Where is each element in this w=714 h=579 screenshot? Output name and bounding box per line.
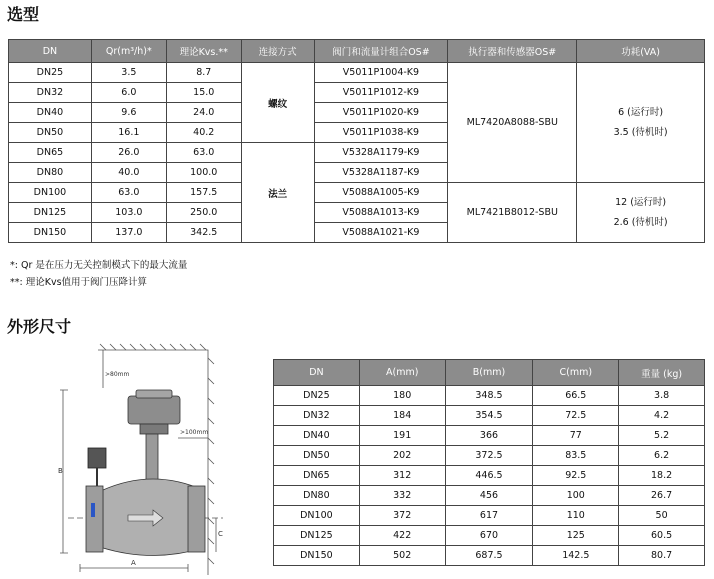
cell-dn: DN32 (274, 406, 360, 426)
cell-dn: DN40 (9, 103, 92, 123)
cell-connection-flange: 法兰 (241, 143, 314, 243)
cell-dn: DN150 (9, 223, 92, 243)
cell-kvs: 63.0 (166, 143, 241, 163)
note-qr: *: Qr 是在压力无关控制模式下的最大流量 (10, 260, 188, 271)
label-top-clearance: >80mm (105, 371, 130, 378)
col-b: B(mm) (445, 360, 533, 386)
table-row (274, 466, 705, 486)
label-a: A (131, 559, 136, 567)
table-row (274, 526, 705, 546)
flange-right (188, 486, 205, 552)
cell-dn: DN65 (274, 466, 360, 486)
power-running-1: 6 (运行时) (618, 106, 664, 118)
flange-left (86, 486, 103, 552)
cell-a: 180 (359, 386, 445, 406)
cell-qr: 40.0 (91, 163, 166, 183)
cell-weight: 60.5 (619, 526, 705, 546)
col-actuator: 执行器和传感器OS# (448, 40, 577, 63)
cell-dn: DN80 (274, 486, 360, 506)
cell-b: 617 (445, 506, 533, 526)
col-a: A(mm) (359, 360, 445, 386)
cell-weight: 4.2 (619, 406, 705, 426)
power-standby-1: 3.5 (待机时) (613, 126, 668, 138)
cell-valve: V5328A1179-K9 (314, 143, 448, 163)
cell-b: 456 (445, 486, 533, 506)
cell-a: 202 (359, 446, 445, 466)
sensor-head (88, 448, 106, 468)
cell-c: 92.5 (533, 466, 619, 486)
cell-qr: 103.0 (91, 203, 166, 223)
table-row (9, 183, 705, 203)
cell-c: 77 (533, 426, 619, 446)
col-c: C(mm) (533, 360, 619, 386)
table-row (274, 546, 705, 566)
blue-marker (91, 503, 95, 517)
cell-connection-thread: 螺纹 (241, 63, 314, 143)
cell-weight: 80.7 (619, 546, 705, 566)
cell-weight: 26.7 (619, 486, 705, 506)
selection-title: 选型 (7, 5, 40, 24)
cell-b: 366 (445, 426, 533, 446)
table-row (274, 446, 705, 466)
cell-b: 446.5 (445, 466, 533, 486)
cell-a: 372 (359, 506, 445, 526)
cell-b: 348.5 (445, 386, 533, 406)
power-running-2: 12 (运行时) (615, 196, 667, 208)
cell-kvs: 15.0 (166, 83, 241, 103)
cell-dn: DN125 (274, 526, 360, 546)
cell-dn: DN25 (9, 63, 92, 83)
cell-valve: V5011P1020-K9 (314, 103, 448, 123)
cell-c: 125 (533, 526, 619, 546)
cell-dn: DN50 (274, 446, 360, 466)
cell-a: 312 (359, 466, 445, 486)
label-c: C (218, 530, 223, 538)
cell-a: 191 (359, 426, 445, 446)
col-valve: 阀门和流量计组合OS# (314, 40, 448, 63)
cell-c: 110 (533, 506, 619, 526)
cell-a: 502 (359, 546, 445, 566)
cell-actuator-2: ML7421B8012-SBU (448, 183, 577, 243)
cell-weight: 5.2 (619, 426, 705, 446)
cell-weight: 3.8 (619, 386, 705, 406)
table-row (9, 63, 705, 83)
dimensions-title: 外形尺寸 (7, 317, 72, 336)
cell-dn: DN65 (9, 143, 92, 163)
col-dn: DN (274, 360, 360, 386)
cell-qr: 63.0 (91, 183, 166, 203)
cell-dn: DN40 (274, 426, 360, 446)
cell-weight: 6.2 (619, 446, 705, 466)
cell-kvs: 40.2 (166, 123, 241, 143)
cell-qr: 3.5 (91, 63, 166, 83)
valve-dimension-drawing (58, 338, 258, 576)
note-kvs: **: 理论Kvs值用于阀门压降计算 (10, 277, 148, 288)
cell-dn: DN50 (9, 123, 92, 143)
cell-kvs: 24.0 (166, 103, 241, 123)
cell-valve: V5088A1005-K9 (314, 183, 448, 203)
cell-qr: 26.0 (91, 143, 166, 163)
cell-kvs: 8.7 (166, 63, 241, 83)
cell-weight: 50 (619, 506, 705, 526)
col-weight: 重量 (kg) (619, 360, 705, 386)
cell-valve: V5011P1004-K9 (314, 63, 448, 83)
actuator-base (140, 424, 168, 434)
cell-a: 422 (359, 526, 445, 546)
label-side-clearance: >100mm (180, 429, 209, 436)
dimensions-header-row (274, 360, 705, 386)
cell-qr: 137.0 (91, 223, 166, 243)
cell-c: 72.5 (533, 406, 619, 426)
col-connection: 连接方式 (241, 40, 314, 63)
cell-c: 83.5 (533, 446, 619, 466)
cell-kvs: 100.0 (166, 163, 241, 183)
table-row (274, 426, 705, 446)
cell-dn: DN25 (274, 386, 360, 406)
cell-kvs: 157.5 (166, 183, 241, 203)
cell-dn: DN150 (274, 546, 360, 566)
selection-table (8, 39, 705, 243)
cell-a: 184 (359, 406, 445, 426)
table-row (274, 406, 705, 426)
cell-power-1 (577, 63, 705, 183)
col-dn: DN (9, 40, 92, 63)
cell-qr: 6.0 (91, 83, 166, 103)
col-power: 功耗(VA) (577, 40, 705, 63)
cell-valve: V5328A1187-K9 (314, 163, 448, 183)
label-b: B (58, 467, 63, 475)
col-kvs: 理论Kvs.** (166, 40, 241, 63)
cell-valve: V5011P1012-K9 (314, 83, 448, 103)
cell-weight: 18.2 (619, 466, 705, 486)
cell-a: 332 (359, 486, 445, 506)
cell-actuator-1: ML7420A8088-SBU (448, 63, 577, 183)
cell-dn: DN80 (9, 163, 92, 183)
cell-c: 100 (533, 486, 619, 506)
col-qr: Qr(m³/h)* (91, 40, 166, 63)
cell-c: 66.5 (533, 386, 619, 406)
cell-dn: DN100 (274, 506, 360, 526)
cell-b: 687.5 (445, 546, 533, 566)
table-row (274, 486, 705, 506)
actuator-body (128, 396, 180, 424)
cell-power-2 (577, 183, 705, 243)
cell-qr: 16.1 (91, 123, 166, 143)
table-row (274, 506, 705, 526)
cell-b: 354.5 (445, 406, 533, 426)
cell-b: 670 (445, 526, 533, 546)
selection-header-row (9, 40, 705, 63)
cell-kvs: 342.5 (166, 223, 241, 243)
dimensions-table (273, 359, 705, 566)
cell-dn: DN100 (9, 183, 92, 203)
cell-valve: V5088A1013-K9 (314, 203, 448, 223)
table-row (274, 386, 705, 406)
cell-qr: 9.6 (91, 103, 166, 123)
cell-dn: DN125 (9, 203, 92, 223)
cell-dn: DN32 (9, 83, 92, 103)
actuator-cap (136, 390, 172, 398)
cell-b: 372.5 (445, 446, 533, 466)
cell-c: 142.5 (533, 546, 619, 566)
cell-valve: V5011P1038-K9 (314, 123, 448, 143)
cell-kvs: 250.0 (166, 203, 241, 223)
cell-valve: V5088A1021-K9 (314, 223, 448, 243)
power-standby-2: 2.6 (待机时) (613, 216, 668, 228)
